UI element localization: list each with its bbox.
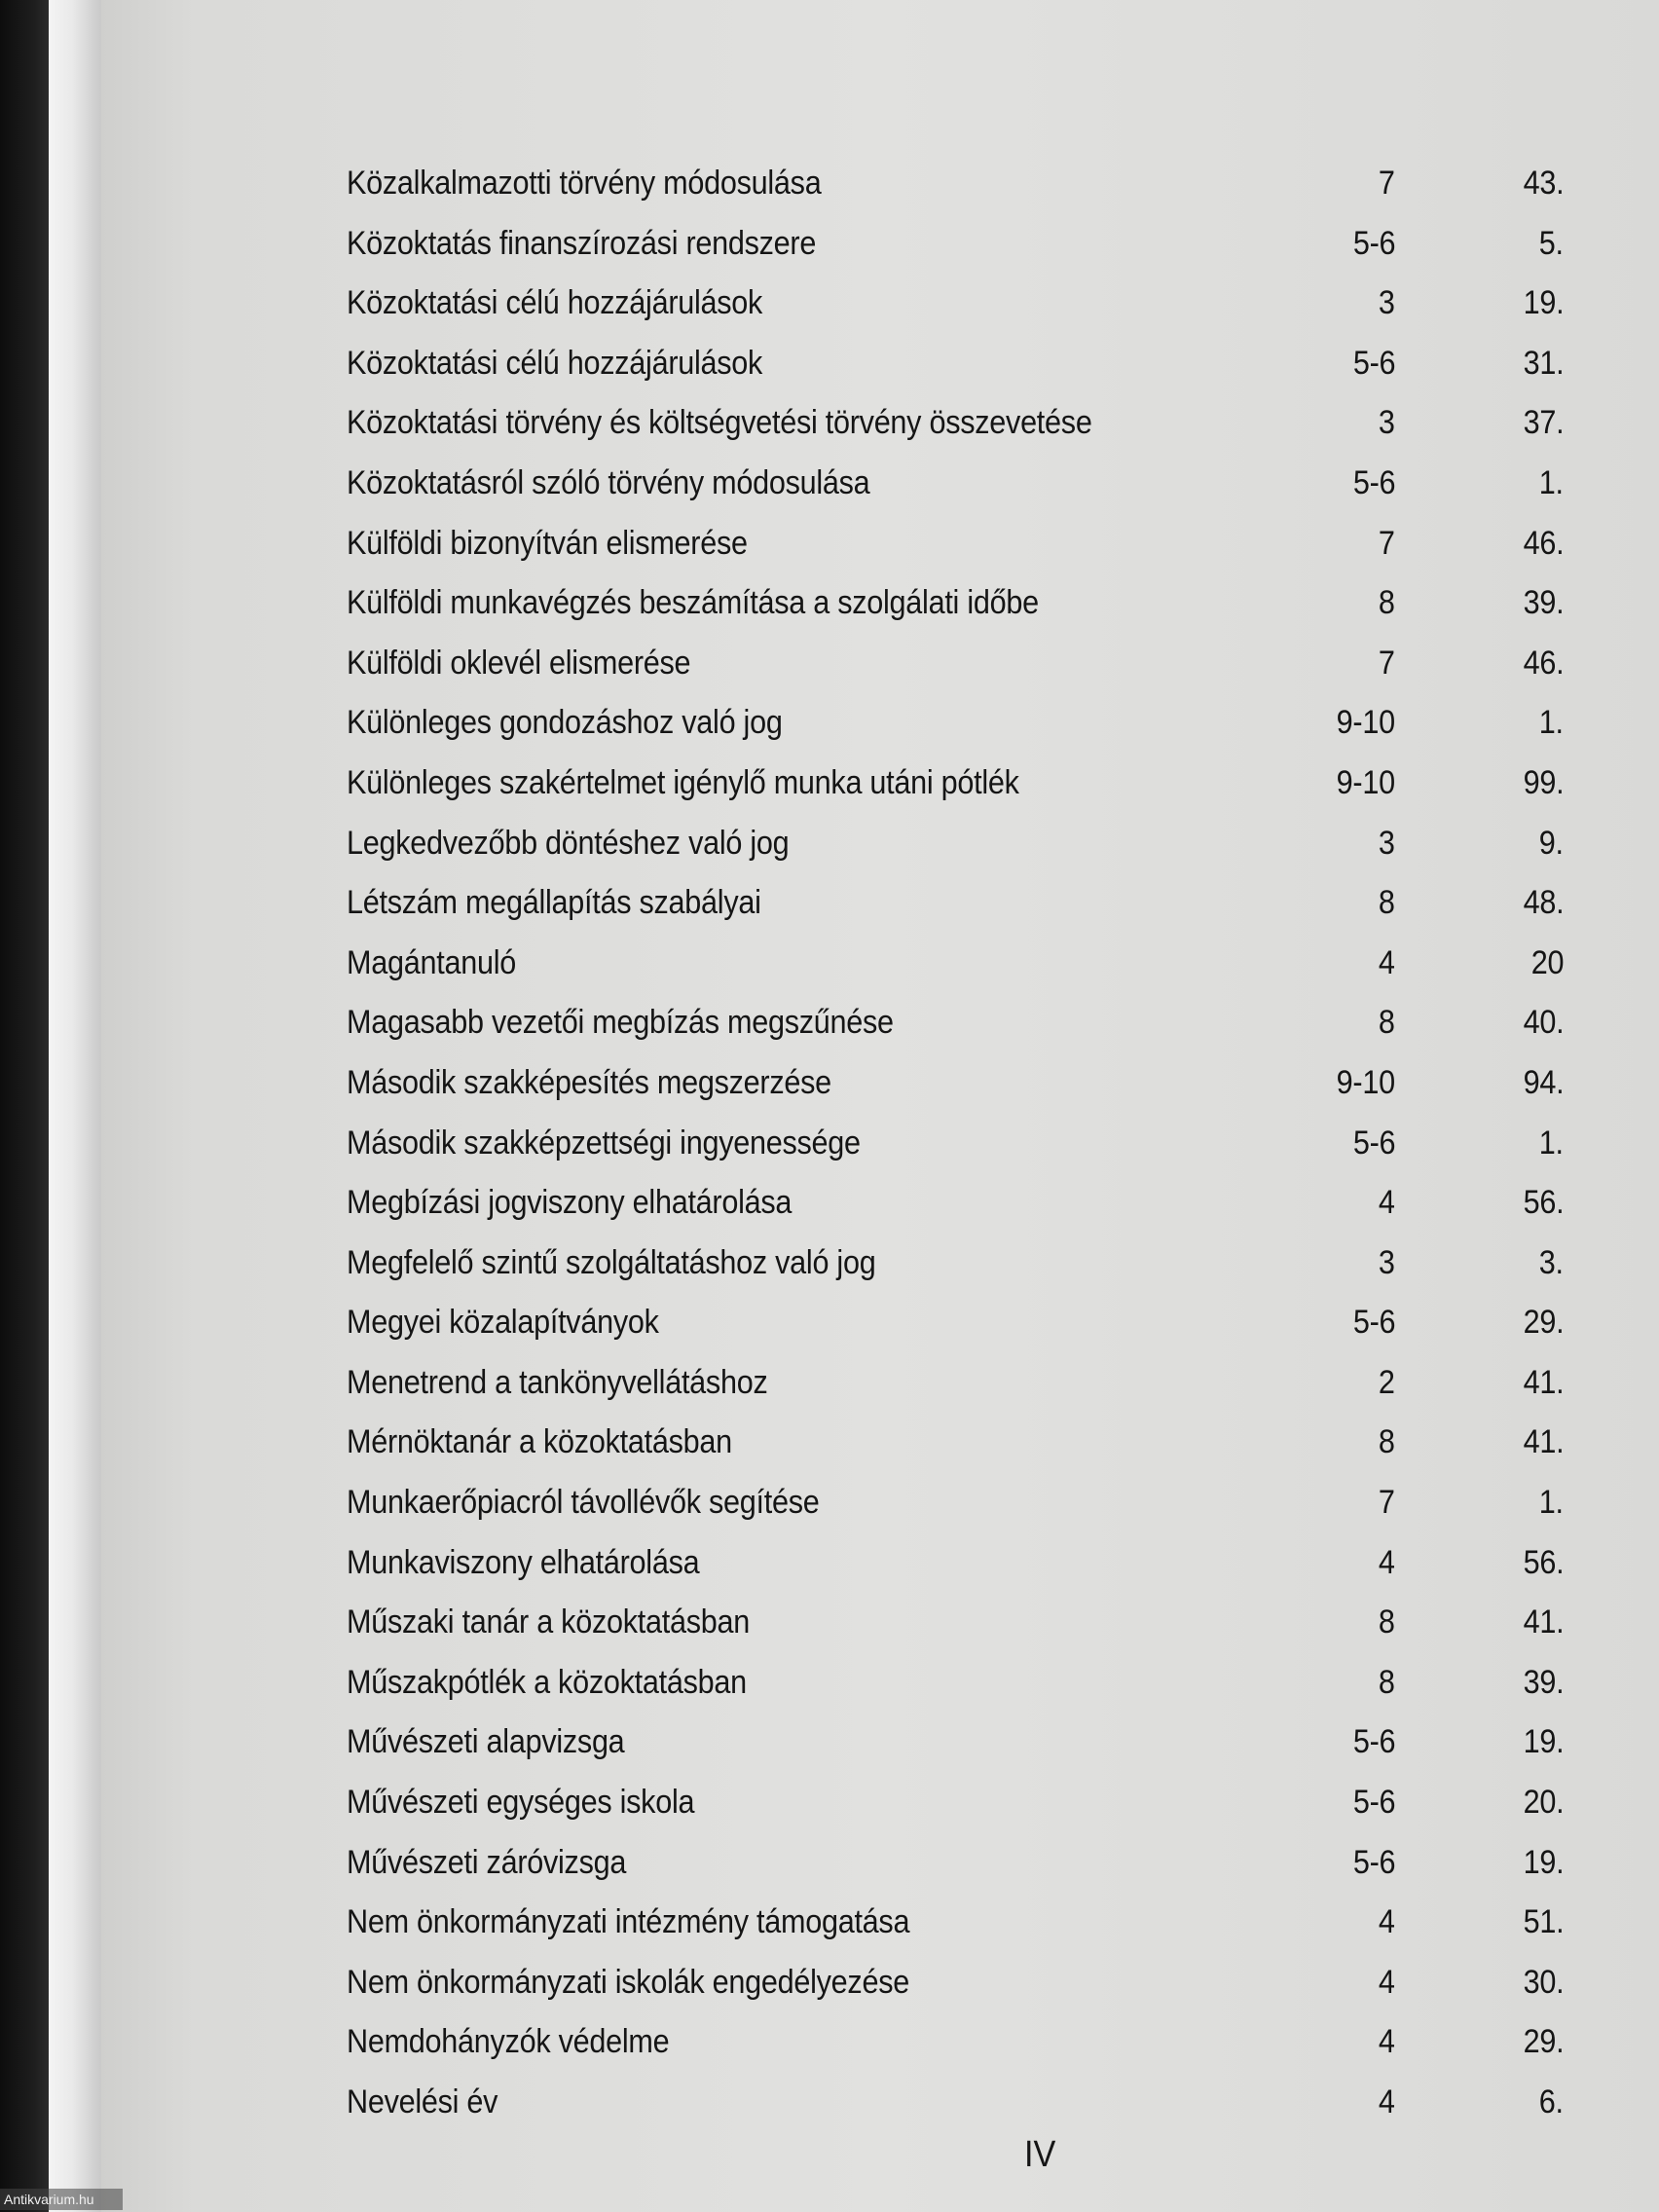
entry-issue-number: 8 xyxy=(1379,884,1395,922)
entry-title: Második szakképesítés megszerzése xyxy=(347,1063,831,1101)
index-entry xyxy=(347,1357,1564,1418)
entry-issue-number: 3 xyxy=(1379,284,1395,322)
entry-page-number: 43. xyxy=(1523,165,1564,202)
entry-title: Közoktatási törvény és költségvetési törvény összevetése xyxy=(347,404,1092,442)
index-entry xyxy=(347,1957,1564,2017)
index-entry xyxy=(347,1837,1564,1898)
entry-issue-number: 8 xyxy=(1379,1663,1395,1701)
entry-page-number: 41. xyxy=(1523,1604,1564,1641)
entry-page-number: 20 xyxy=(1530,943,1564,981)
entry-title: Menetrend a tankönyvellátáshoz xyxy=(347,1363,768,1401)
entry-title: Külföldi oklevél elismerése xyxy=(347,644,691,682)
entry-page-number: 29. xyxy=(1523,2023,1564,2061)
index-entry xyxy=(347,458,1564,518)
entry-issue-number: 5-6 xyxy=(1352,463,1395,501)
index-entry xyxy=(347,1597,1564,1657)
entry-page-number: 56. xyxy=(1523,1543,1564,1581)
entry-issue-number: 5-6 xyxy=(1352,1723,1395,1761)
book-spine-shadow xyxy=(0,0,49,2212)
index-entry xyxy=(347,1777,1564,1837)
entry-title: Közoktatási célú hozzájárulások xyxy=(347,344,763,382)
entry-issue-number: 4 xyxy=(1379,1543,1395,1581)
entry-title: Második szakképzettségi ingyenessége xyxy=(347,1124,861,1161)
entry-title: Nevelési év xyxy=(347,2083,498,2120)
entry-issue-number: 3 xyxy=(1379,824,1395,862)
index-entry xyxy=(347,877,1564,938)
entry-title: Művészeti záróvizsga xyxy=(347,1843,627,1881)
index-entry xyxy=(347,638,1564,698)
entry-page-number: 19. xyxy=(1523,1723,1564,1761)
entry-page-number: 1. xyxy=(1539,1484,1564,1522)
book-spine-edge xyxy=(49,0,101,2212)
entry-issue-number: 7 xyxy=(1379,644,1395,682)
entry-title: Megyei közalapítványok xyxy=(347,1304,659,1342)
entry-issue-number: 5-6 xyxy=(1352,1843,1395,1881)
entry-title: Megfelelő szintű szolgáltatáshoz való jog xyxy=(347,1243,876,1281)
entry-page-number: 29. xyxy=(1523,1304,1564,1342)
entry-title: Különleges gondozáshoz való jog xyxy=(347,704,783,742)
entry-issue-number: 4 xyxy=(1379,1963,1395,2001)
entry-page-number: 41. xyxy=(1523,1363,1564,1401)
entry-title: Munkaerőpiacról távollévők segítése xyxy=(347,1484,820,1522)
entry-page-number: 46. xyxy=(1523,644,1564,682)
entry-title: Műszakpótlék a közoktatásban xyxy=(347,1663,747,1701)
entry-page-number: 3. xyxy=(1539,1243,1564,1281)
entry-page-number: 39. xyxy=(1523,584,1564,622)
entry-page-number: 9. xyxy=(1539,824,1564,862)
index-entry xyxy=(347,577,1564,638)
entry-issue-number: 9-10 xyxy=(1336,704,1395,742)
entry-issue-number: 7 xyxy=(1379,165,1395,202)
entry-title: Magasabb vezetői megbízás megszűnése xyxy=(347,1004,894,1042)
index-entry xyxy=(347,1177,1564,1237)
entry-issue-number: 5-6 xyxy=(1352,224,1395,262)
entry-title: Létszám megállapítás szabályai xyxy=(347,884,761,922)
entry-page-number: 99. xyxy=(1523,763,1564,801)
entry-issue-number: 4 xyxy=(1379,2023,1395,2061)
entry-issue-number: 4 xyxy=(1379,1184,1395,1222)
index-entry xyxy=(347,338,1564,398)
entry-title: Mérnöktanár a közoktatásban xyxy=(347,1423,732,1461)
index-entry xyxy=(347,757,1564,818)
entry-page-number: 19. xyxy=(1523,284,1564,322)
entry-issue-number: 8 xyxy=(1379,584,1395,622)
entry-page-number: 56. xyxy=(1523,1184,1564,1222)
index-list xyxy=(347,158,1564,2137)
index-entry xyxy=(347,397,1564,458)
entry-issue-number: 3 xyxy=(1379,404,1395,442)
entry-title: Nemdohányzók védelme xyxy=(347,2023,670,2061)
entry-issue-number: 9-10 xyxy=(1336,1063,1395,1101)
watermark-logo: Antikvarium.hu xyxy=(0,2189,123,2210)
entry-title: Külföldi bizonyítván elismerése xyxy=(347,524,748,562)
index-entry xyxy=(347,2077,1564,2137)
entry-issue-number: 4 xyxy=(1379,943,1395,981)
entry-title: Legkedvezőbb döntéshez való jog xyxy=(347,824,790,862)
entry-title: Közalkalmazotti törvény módosulása xyxy=(347,165,822,202)
entry-page-number: 39. xyxy=(1523,1663,1564,1701)
entry-page-number: 1. xyxy=(1539,463,1564,501)
entry-issue-number: 7 xyxy=(1379,1484,1395,1522)
index-entry xyxy=(347,518,1564,578)
entry-page-number: 6. xyxy=(1539,2083,1564,2120)
entry-title: Művészeti alapvizsga xyxy=(347,1723,625,1761)
index-entry xyxy=(347,1477,1564,1537)
entry-issue-number: 5-6 xyxy=(1352,1304,1395,1342)
index-entry xyxy=(347,2016,1564,2077)
entry-issue-number: 8 xyxy=(1379,1004,1395,1042)
entry-issue-number: 3 xyxy=(1379,1243,1395,1281)
index-entry xyxy=(347,1237,1564,1298)
entry-page-number: 40. xyxy=(1523,1004,1564,1042)
entry-issue-number: 5-6 xyxy=(1352,1784,1395,1822)
entry-issue-number: 8 xyxy=(1379,1604,1395,1641)
entry-issue-number: 4 xyxy=(1379,1903,1395,1941)
index-entry xyxy=(347,277,1564,338)
index-entry xyxy=(347,1417,1564,1477)
entry-page-number: 1. xyxy=(1539,704,1564,742)
entry-issue-number: 5-6 xyxy=(1352,1124,1395,1161)
entry-page-number: 1. xyxy=(1539,1124,1564,1161)
index-entry xyxy=(347,1537,1564,1598)
index-entry xyxy=(347,818,1564,878)
index-entry xyxy=(347,1057,1564,1118)
entry-title: Művészeti egységes iskola xyxy=(347,1784,695,1822)
entry-issue-number: 5-6 xyxy=(1352,344,1395,382)
entry-title: Munkaviszony elhatárolása xyxy=(347,1543,700,1581)
index-entry xyxy=(347,938,1564,998)
entry-title: Műszaki tanár a közoktatásban xyxy=(347,1604,750,1641)
entry-title: Magántanuló xyxy=(347,943,516,981)
entry-page-number: 94. xyxy=(1523,1063,1564,1101)
entry-title: Közoktatás finanszírozási rendszere xyxy=(347,224,817,262)
index-entry xyxy=(347,997,1564,1057)
index-entry xyxy=(347,1297,1564,1357)
entry-page-number: 37. xyxy=(1523,404,1564,442)
entry-page-number: 41. xyxy=(1523,1423,1564,1461)
entry-title: Nem önkormányzati intézmény támogatása xyxy=(347,1903,910,1941)
entry-page-number: 48. xyxy=(1523,884,1564,922)
entry-title: Megbízási jogviszony elhatárolása xyxy=(347,1184,793,1222)
entry-title: Közoktatásról szóló törvény módosulása xyxy=(347,463,870,501)
entry-title: Közoktatási célú hozzájárulások xyxy=(347,284,763,322)
entry-issue-number: 8 xyxy=(1379,1423,1395,1461)
entry-page-number: 5. xyxy=(1539,224,1564,262)
entry-page-number: 19. xyxy=(1523,1843,1564,1881)
page-folio: IV xyxy=(1024,2134,1056,2175)
entry-title: Különleges szakértelmet igénylő munka utáni pótlék xyxy=(347,763,1019,801)
index-entry xyxy=(347,1118,1564,1178)
index-entry xyxy=(347,1716,1564,1777)
index-entry xyxy=(347,158,1564,218)
entry-page-number: 51. xyxy=(1523,1903,1564,1941)
entry-title: Nem önkormányzati iskolák engedélyezése xyxy=(347,1963,909,2001)
entry-issue-number: 9-10 xyxy=(1336,763,1395,801)
entry-page-number: 46. xyxy=(1523,524,1564,562)
entry-page-number: 30. xyxy=(1523,1963,1564,2001)
entry-page-number: 20. xyxy=(1523,1784,1564,1822)
index-entry xyxy=(347,218,1564,278)
entry-title: Külföldi munkavégzés beszámítása a szolgálati időbe xyxy=(347,584,1039,622)
entry-issue-number: 2 xyxy=(1379,1363,1395,1401)
index-entry xyxy=(347,1657,1564,1717)
index-entry xyxy=(347,697,1564,757)
entry-issue-number: 4 xyxy=(1379,2083,1395,2120)
entry-issue-number: 7 xyxy=(1379,524,1395,562)
index-entry xyxy=(347,1897,1564,1957)
entry-page-number: 31. xyxy=(1523,344,1564,382)
